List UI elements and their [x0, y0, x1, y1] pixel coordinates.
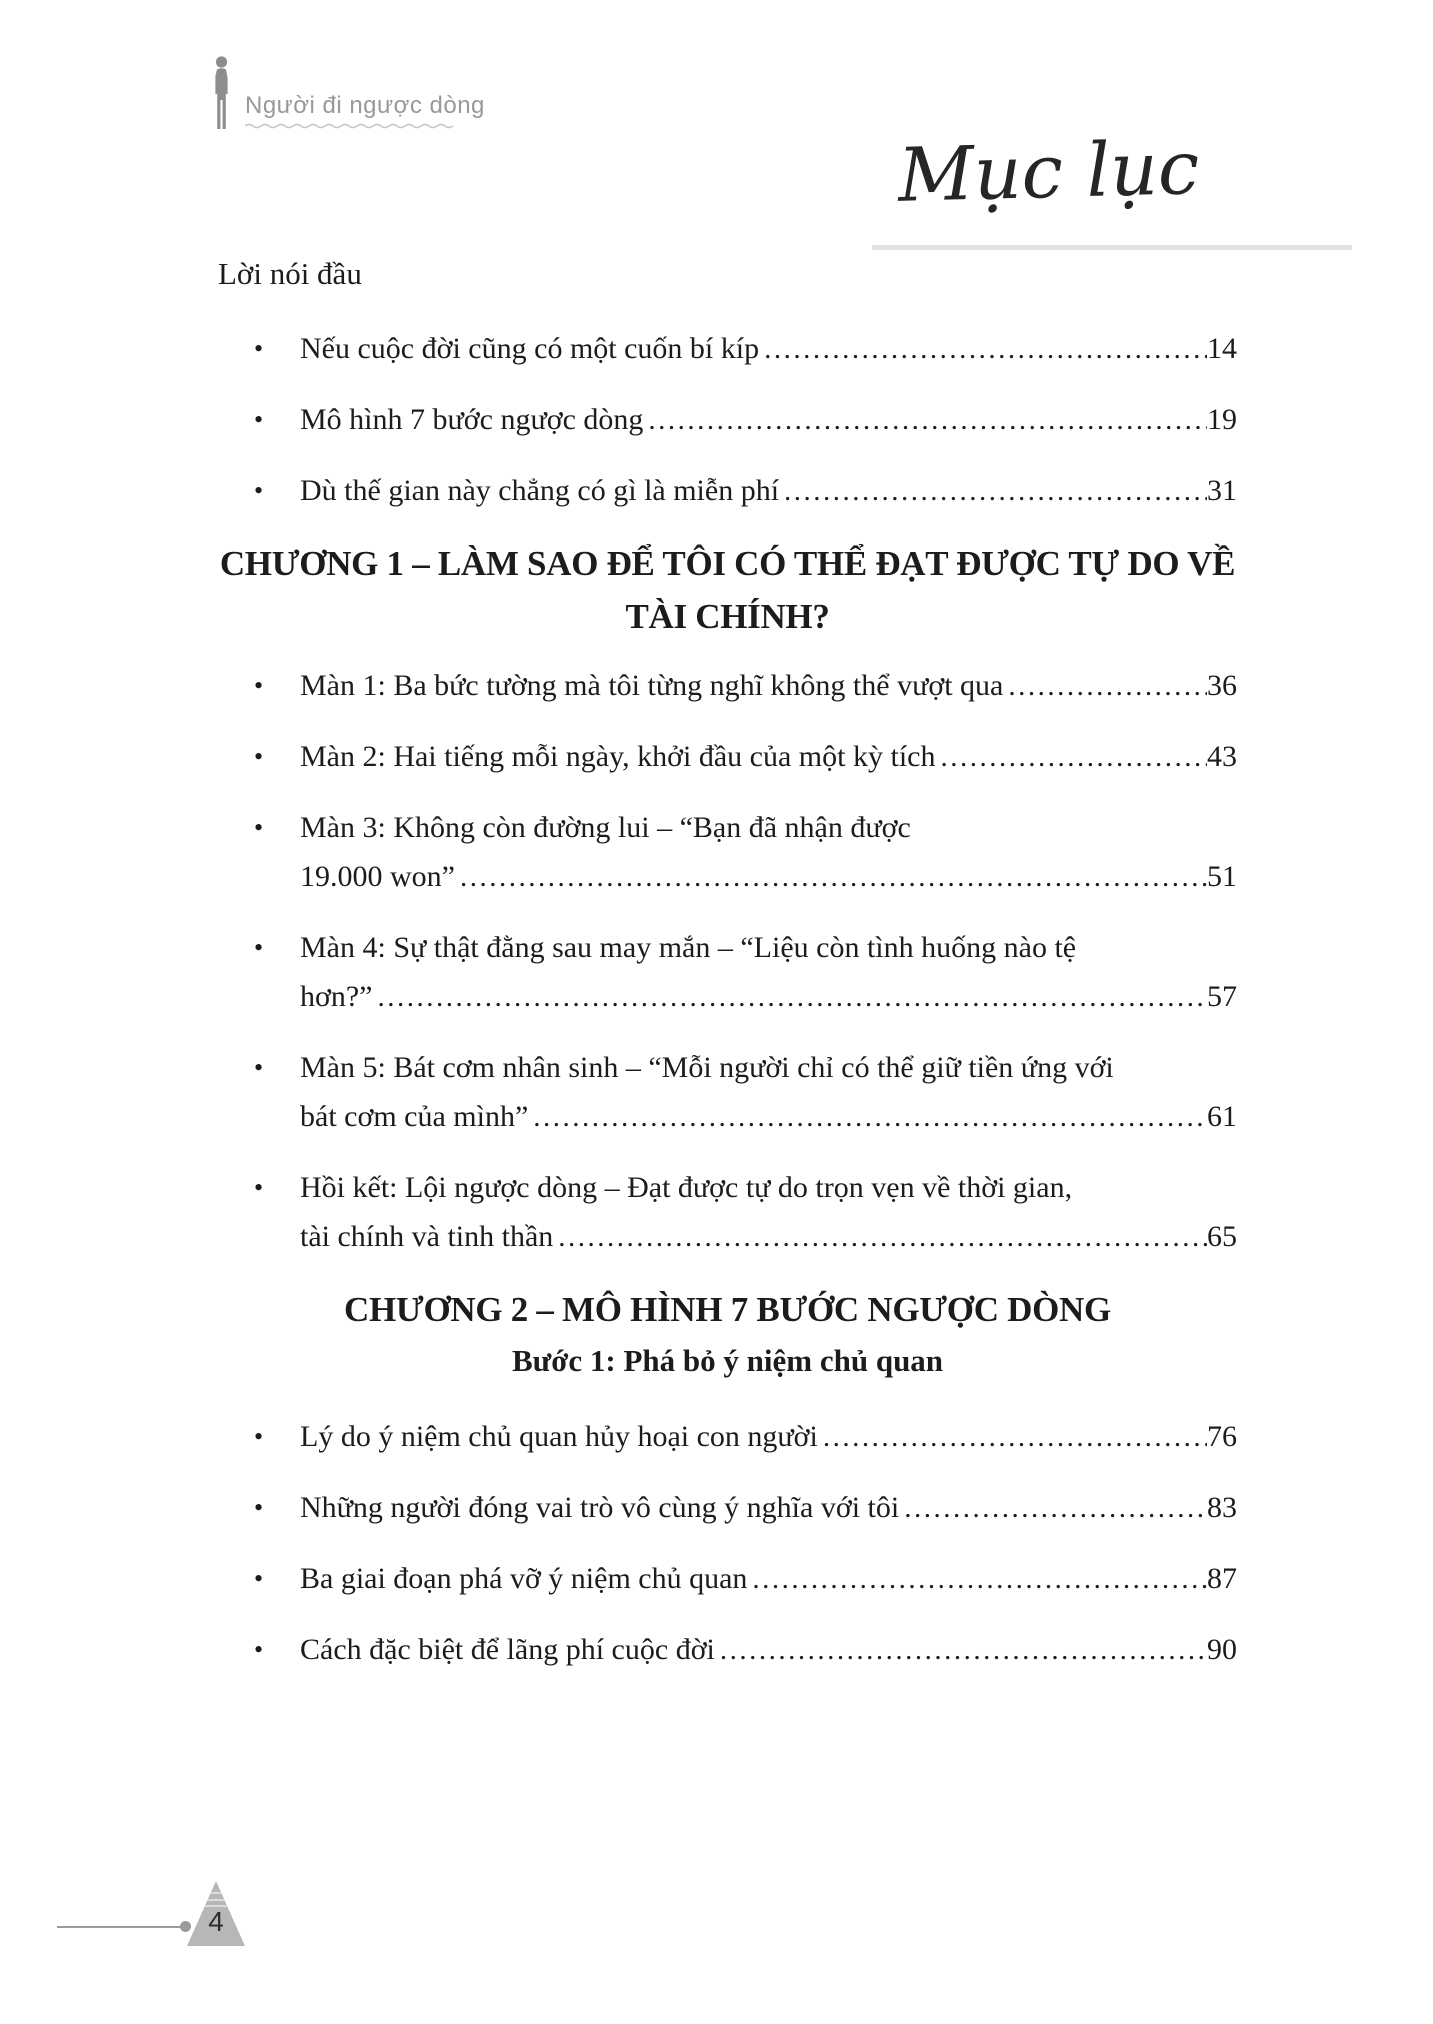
dot-leader: [648, 395, 1207, 445]
section-heading: CHƯƠNG 1 – LÀM SAO ĐỂ TÔI CÓ THỂ ĐẠT ĐƯỢC TỰ DO VỀ: [219, 544, 1236, 583]
page-ref: 61: [1207, 1100, 1237, 1133]
page-ref: 36: [1207, 669, 1237, 702]
toc-item: [218, 803, 1237, 902]
item-text: Cách đặc biệt để lãng phí cuộc đời: [300, 1633, 715, 1666]
section-heading: TÀI CHÍNH?: [625, 597, 830, 636]
item-body: [300, 923, 1237, 1022]
dot-leader: [784, 466, 1207, 516]
toc-item: [218, 1412, 1237, 1462]
item-body: [300, 1625, 1237, 1675]
item-line: [300, 1483, 1237, 1533]
toc-section: [218, 251, 1237, 516]
bullet-icon: •: [254, 1564, 264, 1593]
toc-item: [218, 1043, 1237, 1142]
page-ref: 19: [1207, 403, 1237, 436]
toc-item: [218, 395, 1237, 445]
item-body: [300, 466, 1237, 516]
item-body: [300, 1412, 1237, 1462]
bullet-icon: •: [254, 476, 264, 505]
bullet-icon: •: [254, 742, 264, 771]
dot-leader: [558, 1212, 1207, 1262]
item-text: Màn 3: Không còn đường lui – “Bạn đã nhận được: [300, 811, 911, 844]
brand-label: Người đi ngược dòng: [245, 92, 485, 119]
item-body: [300, 324, 1237, 374]
item-text: Màn 5: Bát cơm nhân sinh – “Mỗi người chỉ có thể giữ tiền ứng với: [300, 1051, 1114, 1084]
section-items: [218, 1412, 1237, 1675]
toc: [218, 251, 1237, 1696]
item-text: Lý do ý niệm chủ quan hủy hoại con người: [300, 1420, 818, 1453]
page-ref: 31: [1207, 474, 1237, 507]
item-line: [300, 1092, 1237, 1142]
item-line: [300, 732, 1237, 782]
page-header: [210, 56, 485, 132]
item-text: tài chính và tinh thần: [300, 1220, 554, 1253]
bullet-icon: •: [254, 813, 264, 842]
page-title: Mục lục: [896, 125, 1201, 219]
item-body: [300, 1163, 1237, 1262]
page-ref: 83: [1207, 1491, 1237, 1524]
wavy-underline: [245, 122, 457, 130]
person-icon: [210, 56, 233, 132]
item-body: [300, 1483, 1237, 1533]
dot-leader: [533, 1092, 1207, 1142]
toc-item: [218, 661, 1237, 711]
item-line: [300, 1163, 1237, 1212]
brand-text: [245, 93, 485, 132]
page-ref: 51: [1207, 860, 1237, 893]
dot-leader: [764, 324, 1207, 374]
bullet-icon: •: [254, 933, 264, 962]
item-text: Dù thế gian này chẳng có gì là miễn phí: [300, 474, 780, 507]
item-line: [300, 1043, 1237, 1092]
item-line: [300, 852, 1237, 902]
section-items: [218, 661, 1237, 1262]
page-ref: 76: [1207, 1420, 1237, 1453]
item-body: [300, 1043, 1237, 1142]
item-text: Hồi kết: Lội ngược dòng – Đạt được tự do trọn vẹn về thời gian,: [300, 1171, 1073, 1204]
toc-item: [218, 923, 1237, 1022]
section-subheading: Bước 1: Phá bỏ ý niệm chủ quan: [511, 1343, 944, 1378]
page-ref: 87: [1207, 1562, 1237, 1595]
item-line: [300, 1412, 1237, 1462]
bullet-icon: •: [254, 405, 264, 434]
item-text: Màn 1: Ba bức tường mà tôi từng nghĩ không thể vượt qua: [300, 669, 1004, 702]
item-body: [300, 661, 1237, 711]
dot-leader: [752, 1554, 1207, 1604]
toc-item: [218, 732, 1237, 782]
footer-page-number: 4: [208, 1906, 224, 1937]
footer-rule: [57, 1926, 182, 1928]
item-line: [300, 395, 1237, 445]
item-text: Mô hình 7 bước ngược dòng: [300, 403, 644, 436]
dot-leader: [378, 972, 1208, 1022]
item-line: [300, 1625, 1237, 1675]
item-body: [300, 732, 1237, 782]
toc-item: [218, 1625, 1237, 1675]
dot-leader: [460, 852, 1207, 902]
toc-item: [218, 1554, 1237, 1604]
dot-leader: [823, 1412, 1207, 1462]
toc-item: [218, 1483, 1237, 1533]
item-text: Màn 2: Hai tiếng mỗi ngày, khởi đầu của một kỳ tích: [300, 740, 936, 773]
item-line: [300, 972, 1237, 1022]
item-body: [300, 803, 1237, 902]
dot-leader: [1008, 661, 1207, 711]
page-ref: 57: [1207, 980, 1237, 1013]
page-ref: 14: [1207, 332, 1237, 365]
item-line: [300, 803, 1237, 852]
bullet-icon: •: [254, 1635, 264, 1664]
item-text: Nếu cuộc đời cũng có một cuốn bí kíp: [300, 332, 760, 365]
bullet-icon: •: [254, 1422, 264, 1451]
bullet-icon: •: [254, 1173, 264, 1202]
toc-section: [218, 1283, 1237, 1675]
item-line: [300, 923, 1237, 972]
section-heading: Lời nói đầu: [218, 256, 362, 291]
item-line: [300, 661, 1237, 711]
item-text: bát cơm của mình”: [300, 1100, 529, 1133]
item-line: [300, 324, 1237, 374]
toc-item: [218, 1163, 1237, 1262]
title-underline-bar: [872, 245, 1352, 250]
item-text: Những người đóng vai trò vô cùng ý nghĩa với tôi: [300, 1491, 900, 1524]
dot-leader: [904, 1483, 1207, 1533]
item-body: [300, 1554, 1237, 1604]
item-line: [300, 1554, 1237, 1604]
section-heading: CHƯƠNG 2 – MÔ HÌNH 7 BƯỚC NGƯỢC DÒNG: [344, 1290, 1111, 1329]
item-body: [300, 395, 1237, 445]
section-items: [218, 324, 1237, 516]
dot-leader: [720, 1625, 1207, 1675]
page-ref: 65: [1207, 1220, 1237, 1253]
item-line: [300, 466, 1237, 516]
toc-item: [218, 324, 1237, 374]
bullet-icon: •: [254, 1053, 264, 1082]
item-text: Ba giai đoạn phá vỡ ý niệm chủ quan: [300, 1562, 748, 1595]
toc-section: [218, 537, 1237, 1262]
item-text: 19.000 won”: [300, 860, 455, 893]
bullet-icon: •: [254, 334, 264, 363]
item-text: hơn?”: [300, 980, 373, 1013]
page-ref: 43: [1207, 740, 1237, 773]
bullet-icon: •: [254, 671, 264, 700]
item-line: [300, 1212, 1237, 1262]
page-ref: 90: [1207, 1633, 1237, 1666]
dot-leader: [940, 732, 1207, 782]
bullet-icon: •: [254, 1493, 264, 1522]
item-text: Màn 4: Sự thật đằng sau may mắn – “Liệu còn tình huống nào tệ: [300, 931, 1077, 964]
toc-item: [218, 466, 1237, 516]
